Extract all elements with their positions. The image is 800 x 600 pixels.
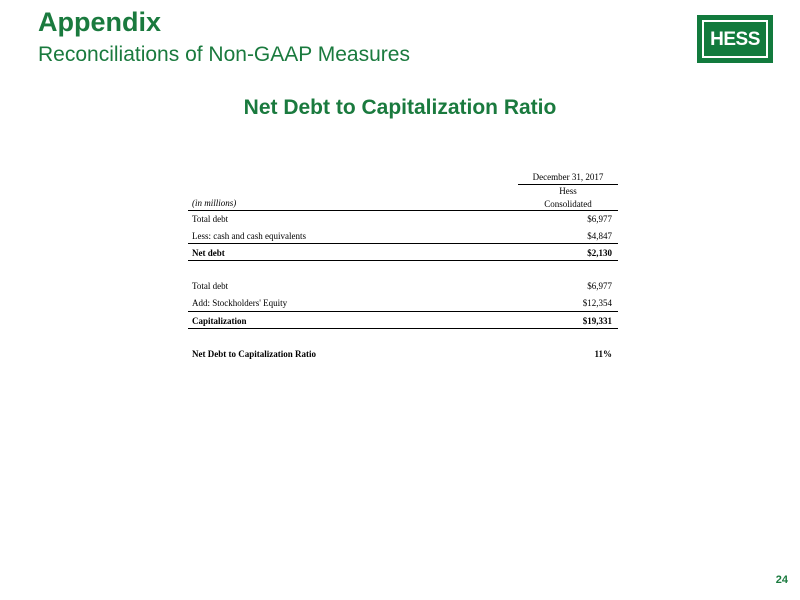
row-label: Net Debt to Capitalization Ratio	[192, 349, 316, 359]
page-number: 24	[775, 574, 788, 586]
column-header	[518, 185, 618, 211]
row-label: Less: cash and cash equivalents	[192, 231, 306, 241]
row-value: $2,130	[587, 248, 612, 258]
table-row-net-debt	[188, 245, 618, 261]
row-value: $12,354	[582, 298, 612, 308]
row-value: $4,847	[587, 231, 612, 241]
row-divider	[188, 311, 618, 312]
table-row-total-debt-2	[188, 278, 618, 294]
units-label: (in millions)	[192, 198, 237, 208]
row-value: $19,331	[582, 316, 612, 326]
row-label: Net debt	[192, 248, 225, 258]
row-label: Total debt	[192, 281, 229, 291]
page-title: Appendix	[38, 7, 162, 37]
table-row-cash	[188, 228, 618, 244]
row-label: Capitalization	[192, 316, 247, 326]
logo-text: HESS	[710, 28, 760, 50]
logo-frame	[702, 20, 768, 58]
row-label: Total debt	[192, 214, 229, 224]
row-label: Add: Stockholders' Equity	[192, 298, 288, 308]
row-divider	[188, 328, 618, 329]
table-row-ratio	[188, 346, 618, 362]
row-divider	[188, 243, 618, 244]
period-header: December 31, 2017	[518, 172, 618, 185]
row-divider	[188, 260, 618, 261]
column-header-line1: Hess	[559, 186, 577, 196]
section-heading: Net Debt to Capitalization Ratio	[243, 96, 557, 119]
table-row-capitalization	[188, 313, 618, 329]
column-header-line2: Consolidated	[544, 199, 592, 209]
table-row-equity	[188, 295, 618, 311]
table-row-total-debt	[188, 211, 618, 227]
row-value: $6,977	[587, 214, 612, 224]
hess-logo	[697, 15, 773, 63]
row-value: 11%	[594, 349, 612, 359]
page-subtitle: Reconciliations of Non-GAAP Measures	[38, 43, 410, 66]
row-value: $6,977	[587, 281, 612, 291]
